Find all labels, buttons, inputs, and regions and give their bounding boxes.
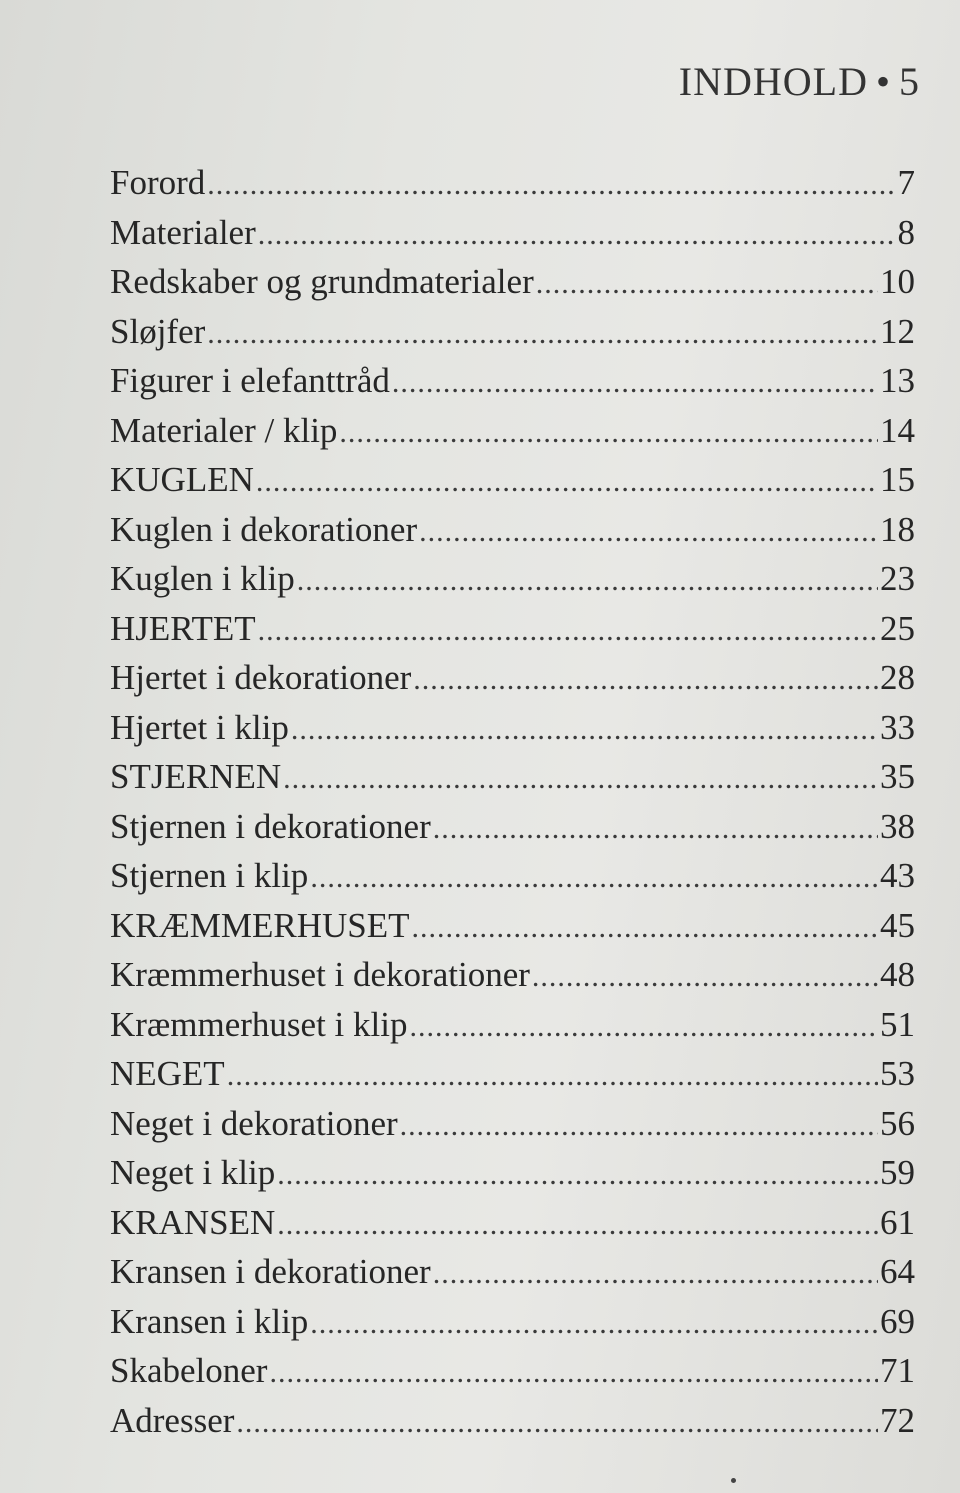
toc-entry-title: NEGET [110,1054,225,1093]
toc-entry-title: Skabeloner [110,1351,268,1390]
toc-entry-page: 48 [880,955,915,994]
toc-dot-leader [339,408,878,458]
toc-entry-title: KRANSEN [110,1202,276,1242]
toc-entry-title: Kuglen i dekorationer [110,509,418,549]
toc-dot-leader [532,952,878,1002]
toc-entry-title: Stjernen i klip [110,856,309,895]
toc-dot-leader [283,754,878,804]
toc-entry-page: 38 [880,806,915,846]
toc-dot-leader [277,1150,878,1200]
toc-entry-page: 28 [880,658,915,697]
toc-entry-title: Sløjfer [110,311,206,351]
toc-entry-page: 59 [880,1153,915,1192]
toc-entry-title: Kræmmerhuset i klip [110,1004,408,1044]
toc-entry-title: Neget i dekorationer [110,1103,398,1143]
toc-entry-page: 56 [880,1103,915,1143]
paper-speck [731,1478,736,1483]
toc-dot-leader [258,606,878,656]
toc-entry-title: Materialer / klip [110,410,338,450]
toc-entry-title: HJERTET [110,608,256,648]
toc-entry [110,1396,915,1446]
toc-entry-page: 18 [880,509,915,549]
toc-entry-title: Hjertet i dekorationer [110,658,412,697]
toc-entry [110,1346,915,1396]
toc-entry-page: 61 [880,1202,915,1242]
header-title: INDHOLD [678,59,868,104]
table-of-contents [110,158,915,1445]
toc-entry [110,356,915,406]
toc-entry-title: Materialer [110,212,256,252]
toc-entry-title: KRÆMMERHUSET [110,905,410,945]
toc-dot-leader [433,804,878,854]
toc-entry-page: 15 [880,460,915,499]
toc-entry-title: Stjernen i dekorationer [110,806,431,846]
toc-entry-page: 43 [880,856,915,895]
toc-entry-title: Neget i klip [110,1153,276,1192]
toc-entry-page: 45 [880,905,915,945]
toc-entry-title: Kransen i klip [110,1301,309,1341]
toc-dot-leader [536,259,878,309]
header-separator: • [875,59,891,104]
toc-entry-title: KUGLEN [110,460,254,499]
toc-entry [110,1198,915,1248]
toc-entry-title: STJERNEN [110,757,282,796]
toc-entry-page: 71 [880,1351,915,1390]
toc-dot-leader [409,1002,878,1052]
toc-entry-page: 13 [880,361,915,400]
toc-entry-title: Forord [110,163,206,202]
toc-dot-leader [419,507,878,557]
toc-dot-leader [277,1200,878,1250]
toc-dot-leader [227,1051,878,1101]
toc-entry [110,1049,915,1099]
toc-dot-leader [236,1398,878,1448]
toc-entry [110,505,915,555]
toc-entry [110,604,915,654]
toc-entry-page: 10 [880,262,915,301]
toc-entry-page: 12 [880,311,915,351]
toc-entry [110,1297,915,1347]
toc-entry [110,1148,915,1198]
header-page-number: 5 [899,59,920,104]
toc-entry [110,1247,915,1297]
toc-entry [110,950,915,1000]
toc-dot-leader [413,655,878,705]
toc-dot-leader [433,1249,878,1299]
toc-dot-leader [258,210,896,260]
toc-entry [110,257,915,307]
toc-entry [110,307,915,357]
toc-entry-page: 7 [897,163,915,202]
toc-entry-title: Kransen i dekorationer [110,1252,431,1291]
toc-entry-page: 23 [880,559,915,598]
toc-entry [110,703,915,753]
toc-entry-title: Adresser [110,1400,235,1440]
toc-entry-page: 51 [880,1004,915,1044]
toc-dot-leader [411,903,878,953]
toc-entry-title: Redskaber og grundmaterialer [110,262,534,301]
toc-entry-page: 8 [897,212,915,252]
toc-entry [110,851,915,901]
toc-entry [110,752,915,802]
toc-entry-title: Kuglen i klip [110,559,295,598]
toc-dot-leader [269,1348,878,1398]
toc-entry-title: Kræmmerhuset i dekorationer [110,955,530,994]
toc-dot-leader [291,705,878,755]
toc-dot-leader [392,358,878,408]
toc-entry-page: 72 [880,1400,915,1440]
toc-dot-leader [297,556,878,606]
toc-entry [110,1099,915,1149]
toc-dot-leader [207,309,878,359]
toc-entry [110,554,915,604]
toc-entry-page: 14 [880,410,915,450]
toc-entry-page: 53 [880,1054,915,1093]
toc-entry-page: 64 [880,1252,915,1291]
toc-dot-leader [310,1299,878,1349]
toc-dot-leader [256,457,878,507]
toc-dot-leader [400,1101,878,1151]
toc-dot-leader [310,853,878,903]
toc-entry-page: 35 [880,757,915,796]
toc-entry-page: 25 [880,608,915,648]
toc-entry-title: Figurer i elefanttråd [110,361,390,400]
toc-entry-page: 69 [880,1301,915,1341]
toc-entry [110,208,915,258]
toc-entry-title: Hjertet i klip [110,707,289,747]
page-header [679,58,920,105]
toc-entry [110,406,915,456]
toc-entry [110,455,915,505]
toc-entry [110,1000,915,1050]
toc-entry [110,802,915,852]
toc-entry [110,158,915,208]
toc-entry [110,901,915,951]
toc-entry-page: 33 [880,707,915,747]
toc-entry [110,653,915,703]
toc-dot-leader [207,160,895,210]
